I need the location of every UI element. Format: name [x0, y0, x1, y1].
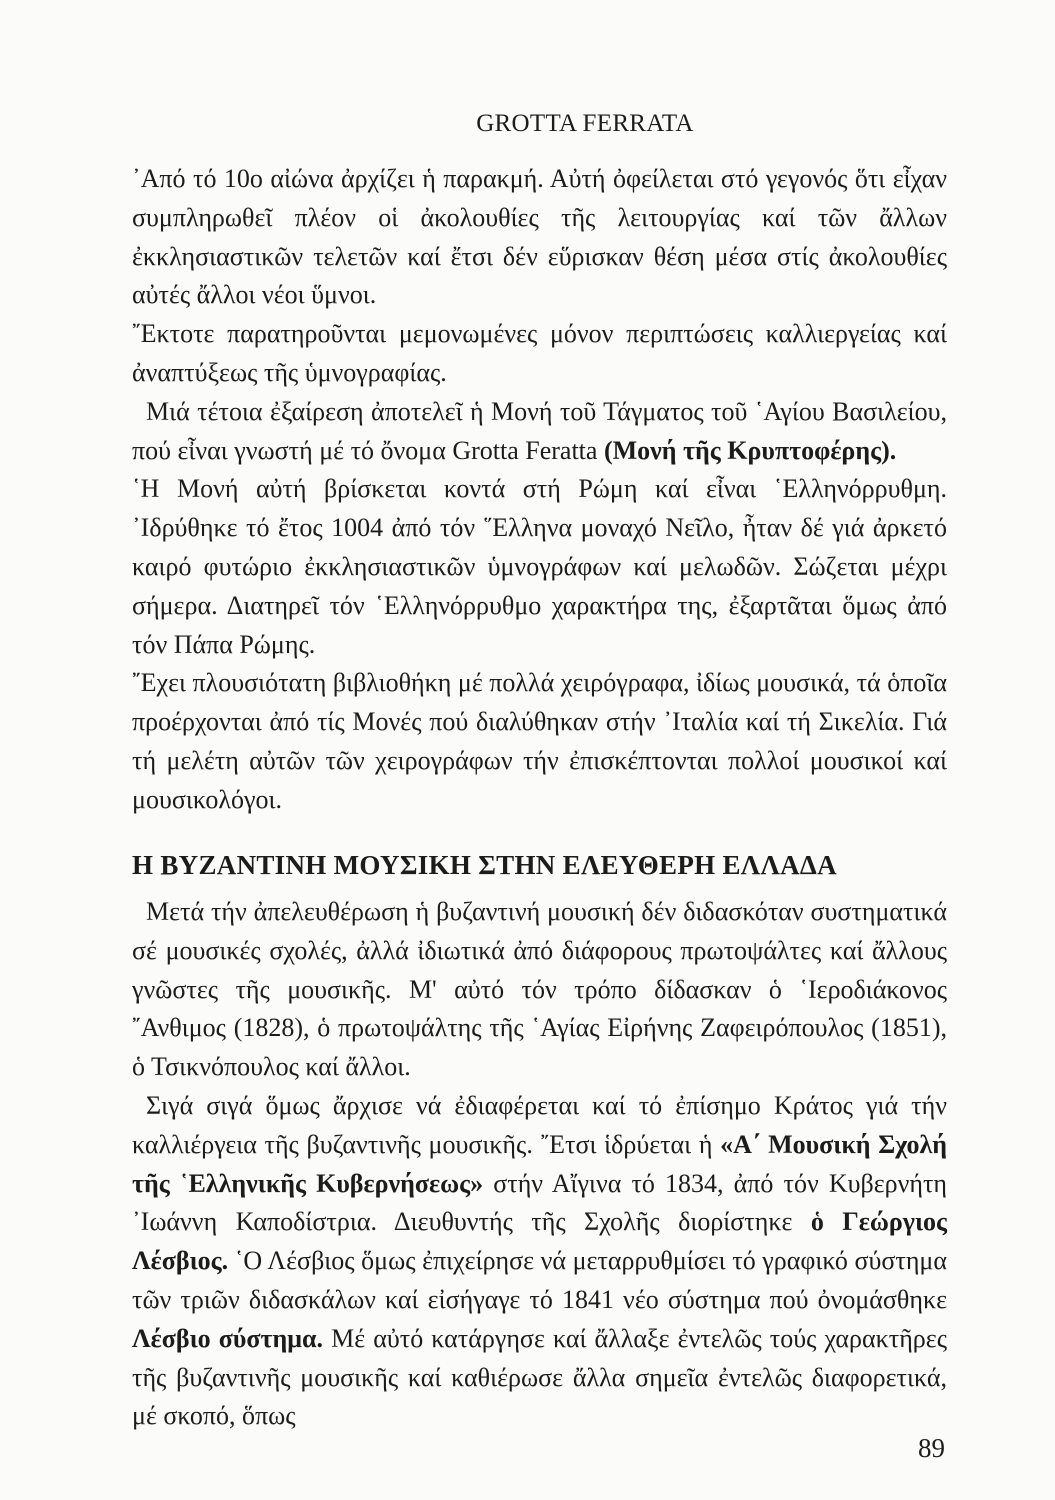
- paragraph-text: Σιγά σιγά ὅμως ἄρχισε νά ἐδιαφέρεται καί τό ἐπίσημο Κράτος γιά τήν καλλιέργεια τῆς βυζαντινῆς μουσικῆς. ῎Ετσι ἱδρύεται ἡ: [132, 1090, 947, 1159]
- paragraph-text: στήν Αἴγινα τό 1834, ἀπό τόν Κυβερνήτη ᾿Ιωάννη Καποδίστρια. Διευθυντής τῆς Σχολῆς διορίστηκε: [132, 1168, 947, 1237]
- bold-text: (Μονή τῆς Κρυπτοφέρης).: [603, 435, 897, 465]
- page-number: 89: [918, 1433, 945, 1463]
- paragraph-text: Μέ αὐτό κατάργησε καί ἄλλαξε ἐντελῶς τούς χαρακτῆρες τῆς βυζαντινῆς μουσικῆς καί καθιέρωσε ἄλλα σημεῖα ἐντελῶς διαφορετικά, μέ σκοπό, ὅπως: [132, 1323, 947, 1431]
- section-heading-byzantine-music: Η ΒΥΖΑΝΤΙΝΗ ΜΟΥΣΙΚΗ ΣΤΗΝ ΕΛΕΥΘΕΡΗ ΕΛΛΑΔΑ: [132, 850, 837, 880]
- paragraph: ῎Εχει πλουσιότατη βιβλιοθήκη μέ πολλά χειρόγραφα, ἰδίως μουσικά, τά ὁποῖα προέρχονται ἀπό τίς Μονές πού διαλύθηκαν στήν ᾿Ιταλία καί τή Σικελία. Γιά τή μελέτη αὐτῶν τῶν χειρογράφων τήν ἐπισκέπτονται πολλοί μουσικοί καί μουσικολόγοι.: [132, 668, 947, 814]
- paragraph: ῎Εκτοτε παρατηροῦνται μεμονωμένες μόνον περιπτώσεις καλλιεργείας καί ἀναπτύξεως τῆς ὑμνογραφίας.: [132, 319, 947, 387]
- bold-text: «Α΄ Μουσική Σχολή τῆς ῾Ελληνικῆς Κυβερνήσεως»: [132, 1129, 948, 1198]
- paragraph: [132, 1087, 947, 1436]
- paragraph: ῾Η Μονή αὐτή βρίσκεται κοντά στή Ρώμη καί εἶναι ῾Ελληνόρρυθμη. ᾿Ιδρύθηκε τό ἔτος 1004 ἀπό τόν ῞Ελληνα μοναχό Νεῖλο, ἦταν δέ γιά ἀρκετό καιρό φυτώριο ἐκκλησιαστικῶν ὑμνογράφων καί μελωδῶν. Σώζεται μέχρι σήμερα. Διατηρεῖ τόν ῾Ελληνόρρυθμο χαρακτήρα της, ἐξαρτᾶται ὅμως ἀπό τόν Πάπα Ρώμης.: [132, 474, 947, 659]
- paragraph-text: ῾Ο Λέσβιος ὅμως ἐπιχείρησε νά μεταρρυθμίσει τό γραφικό σύστημα τῶν τριῶν διδασκάλων καί εἰσήγαγε τό 1841 νέο σύστημα πού ὀνομάσθηκε: [132, 1246, 947, 1314]
- paragraph: [132, 393, 947, 471]
- paragraph: ᾿Από τό 10ο αἰώνα ἀρχίζει ἡ παρακμή. Αὐτή ὀφείλεται στό γεγονός ὅτι εἶχαν συμπληρωθεῖ πλέον οἱ ἀκολουθίες τῆς λειτουργίας καί τῶν ἄλλων ἐκκλησιαστικῶν τελετῶν καί ἔτσι δέν εὕρισκαν θέση μέσα στίς ἀκολουθίες αὐτές ἄλλοι νέοι ὕμνοι.: [132, 164, 947, 310]
- bold-text: Λέσβιο σύστημα.: [132, 1323, 324, 1353]
- paragraph: Μετά τήν ἀπελευθέρωση ἡ βυζαντινή μουσική δέν διδασκόταν συστηματικά σέ μουσικές σχολές, ἀλλά ἰδιωτικά ἀπό διάφορους πρωτοψάλτες καί ἄλλους γνῶστες τῆς μουσικῆς. Μ' αὐτό τόν τρόπο δίδασκαν ὁ ῾Ιεροδιάκονος ῎Ανθιμος (1828), ὁ πρωτοψάλτης τῆς ῾Αγίας Εἰρήνης Ζαφειρόπουλος (1851), ὁ Τσικνόπουλος καί ἄλλοι.: [132, 897, 947, 1082]
- paragraph-text: Μιά τέτοια ἐξαίρεση ἀποτελεῖ ἡ Μονή τοῦ Τάγματος τοῦ ῾Αγίου Βασιλείου, πού εἶναι γνωστή μέ τό ὄνομα Grotta Feratta: [132, 396, 947, 465]
- section-byzantine-music: [132, 893, 947, 1436]
- section-heading-grotta-ferrata: GROTTA FERRATA: [476, 110, 694, 137]
- bold-text: ὁ Γεώργιος Λέσβιος.: [132, 1207, 947, 1276]
- section-grotta-ferrata: [132, 160, 947, 820]
